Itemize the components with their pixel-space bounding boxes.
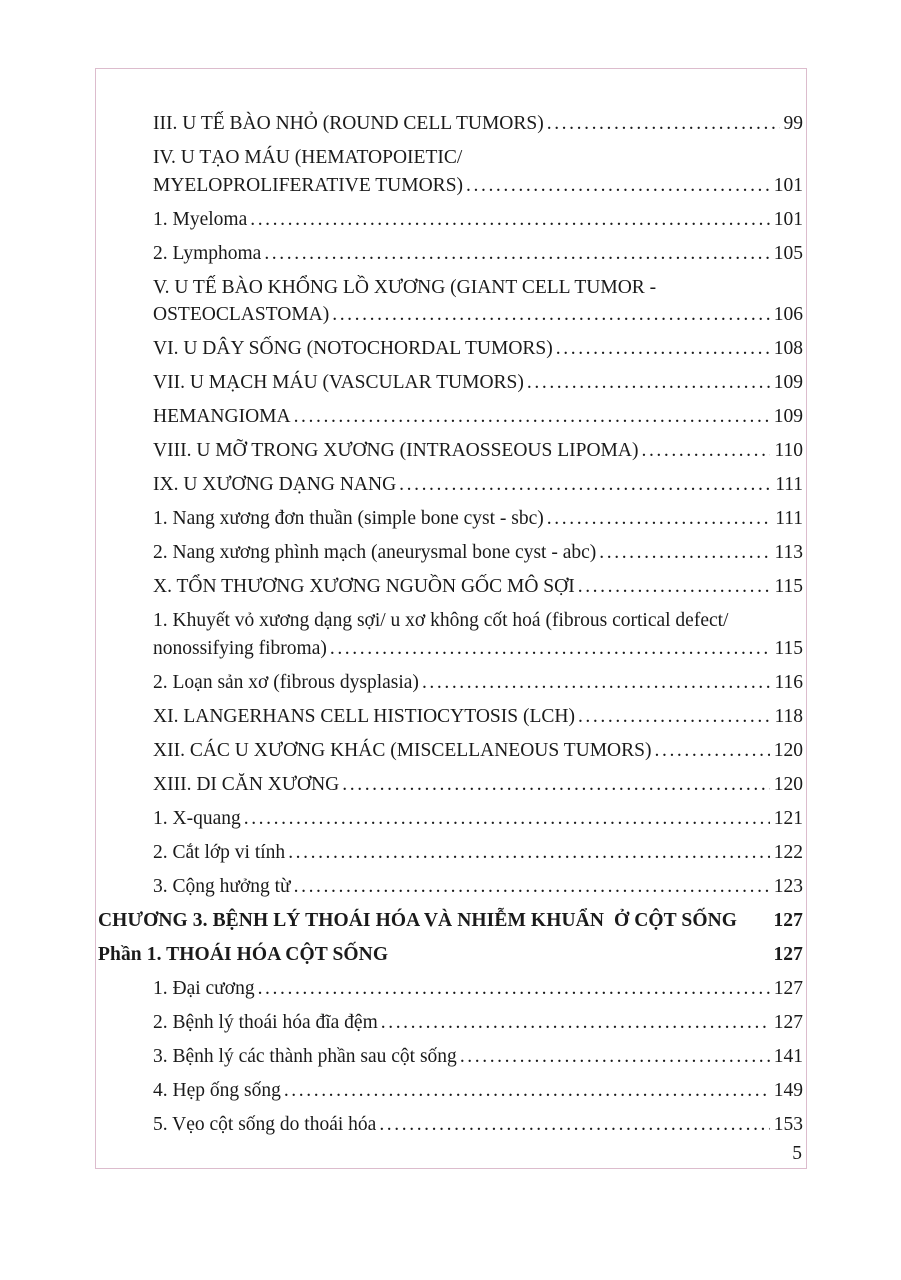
dot-leader [466, 172, 770, 200]
dot-leader [578, 703, 771, 731]
toc-entry-9 [96, 471, 803, 499]
toc-entry-text: III. U TẾ BÀO NHỎ (ROUND CELL TUMORS) [153, 113, 544, 134]
toc-entry-5 [96, 335, 803, 363]
toc-entry-text: X. TỔN THƯƠNG XƯƠNG NGUỒN GỐC MÔ SỢI [153, 576, 575, 597]
toc-entry-page: 141 [773, 1045, 803, 1067]
toc-entry-6 [96, 369, 803, 397]
toc-entry-text: MYELOPROLIFERATIVE TUMORS) [153, 174, 464, 196]
toc-entry-text: CHƯƠNG 3. BỆNH LÝ THOÁI HÓA VÀ NHIỄM KHUẨN Ở CỘT SỐNG [98, 909, 738, 931]
dot-leader [460, 1043, 770, 1071]
toc-entry-text: 1. X-quang [153, 807, 241, 829]
toc-entry-page: 118 [774, 705, 803, 727]
toc-entry-page: 101 [773, 174, 803, 196]
dot-leader [547, 110, 780, 138]
toc-entry-line [153, 144, 803, 172]
toc-entry-13 [96, 607, 803, 662]
toc-entry-line [153, 703, 803, 731]
toc-entry-text: 1. Myeloma [153, 208, 248, 230]
dot-leader [332, 301, 770, 329]
dot-leader [264, 240, 769, 268]
toc-entry-line [98, 941, 803, 969]
toc-entry-16 [96, 737, 803, 765]
dot-leader [422, 669, 771, 697]
toc-entry-page: 127 [773, 977, 803, 999]
toc-entry-8 [96, 437, 803, 465]
toc-entry-page: 122 [773, 841, 803, 863]
toc-entry-text: VI. U DÂY SỐNG (NOTOCHORDAL TUMORS) [153, 338, 553, 359]
toc-entry-21 [96, 907, 803, 935]
toc-entry-line [153, 539, 803, 567]
toc-entry-27 [96, 1111, 803, 1139]
toc-entry-text: 2. Nang xương phình mạch (aneurysmal bone cyst - abc) [153, 542, 597, 563]
dot-leader [294, 403, 770, 431]
toc-entry-text: XI. LANGERHANS CELL HISTIOCYTOSIS (LCH) [153, 705, 575, 727]
dot-leader [399, 471, 771, 499]
toc-entry-text: 5. Vẹo cột sống do thoái hóa [153, 1113, 377, 1135]
toc-entry-text: 1. Đại cương [153, 977, 255, 999]
toc-entry-line [153, 1111, 803, 1139]
toc-entry-line [153, 403, 803, 431]
toc-entry-2 [96, 206, 803, 234]
toc-entry-page: 111 [775, 508, 803, 529]
toc-entry-page: 111 [775, 474, 803, 495]
dot-leader [258, 975, 770, 1003]
dot-leader [379, 1111, 769, 1139]
toc-entry-text: XIII. DI CĂN XƯƠNG [153, 773, 340, 795]
toc-entry-15 [96, 703, 803, 731]
toc-entry-20 [96, 873, 803, 901]
toc-entry-page: 120 [773, 739, 803, 761]
toc-entry-page: 106 [773, 304, 803, 325]
dot-leader [547, 505, 771, 533]
dot-leader [244, 805, 770, 833]
toc-entry-text: Phần 1. THOÁI HÓA CỘT SỐNG [98, 943, 389, 965]
toc-entry-text: 2. Bệnh lý thoái hóa đĩa đệm [153, 1011, 378, 1033]
toc-entry-line [153, 369, 803, 397]
toc-entry-text: 4. Hẹp ống sống [153, 1079, 281, 1101]
toc-entry-text: nonossifying fibroma) [153, 637, 327, 659]
dot-leader [556, 335, 770, 363]
toc-entry-text: V. U TẾ BÀO KHỔNG LỒ XƯƠNG (GIANT CELL TUMOR - [153, 276, 657, 298]
toc-entry-text: VII. U MẠCH MÁU (VASCULAR TUMORS) [153, 372, 524, 393]
dot-leader [284, 1077, 770, 1105]
toc-entry-line [153, 172, 803, 200]
toc-entry-page: 108 [773, 338, 803, 359]
toc-entry-22 [96, 941, 803, 969]
toc-entry-page: 127 [773, 1011, 803, 1033]
toc-entry-line [153, 737, 803, 765]
toc-entry-line [153, 471, 803, 499]
toc-entry-19 [96, 839, 803, 867]
toc-entry-line [153, 301, 803, 329]
toc-entry-line [153, 505, 803, 533]
toc-entry-page: 110 [774, 440, 803, 461]
toc-entry-line [153, 607, 803, 635]
toc-entry-text: 3. Bệnh lý các thành phần sau cột sống [153, 1045, 457, 1067]
dot-leader [288, 839, 770, 867]
toc-entry-text: VIII. U MỠ TRONG XƯƠNG (INTRAOSSEOUS LIPOMA) [153, 440, 639, 461]
toc-entry-text: OSTEOCLASTOMA) [153, 304, 330, 325]
dot-leader [655, 737, 770, 765]
toc-entry-line [153, 669, 803, 697]
toc-entry-line [153, 1043, 803, 1071]
toc-entry-page: 120 [773, 773, 803, 795]
page-border-frame [95, 68, 807, 1169]
toc-entry-line [153, 240, 803, 268]
toc-entry-page: 123 [773, 875, 803, 897]
toc-entry-25 [96, 1043, 803, 1071]
toc-entry-1 [96, 144, 803, 199]
toc-entry-line [153, 873, 803, 901]
toc-entry-14 [96, 669, 803, 697]
toc-entry-line [153, 335, 803, 363]
toc-entry-line [153, 274, 803, 302]
toc-entry-line [153, 635, 803, 663]
toc-entry-page: 127 [773, 943, 803, 965]
toc-entry-24 [96, 1009, 803, 1037]
toc-entry-26 [96, 1077, 803, 1105]
toc-entry-line [153, 1009, 803, 1037]
toc-entry-line [153, 839, 803, 867]
toc-entry-text: 2. Loạn sản xơ (fibrous dysplasia) [153, 671, 419, 693]
toc-entry-17 [96, 771, 803, 799]
toc-entry-0 [96, 110, 803, 138]
toc-entry-line [153, 110, 803, 138]
toc-entry-page: 116 [774, 671, 803, 693]
toc-entry-12 [96, 573, 803, 601]
toc-entry-3 [96, 240, 803, 268]
toc-entry-text: 2. Cắt lớp vi tính [153, 841, 286, 863]
dot-leader [330, 635, 771, 663]
toc-entry-line [153, 1077, 803, 1105]
toc-list [96, 69, 806, 1138]
toc-entry-page: 105 [773, 242, 803, 264]
dot-leader [599, 539, 770, 567]
toc-entry-page: 149 [773, 1079, 803, 1101]
toc-entry-page: 153 [773, 1113, 803, 1135]
toc-entry-text: IV. U TẠO MÁU (HEMATOPOIETIC/ [153, 147, 463, 168]
toc-entry-line [98, 907, 803, 935]
toc-entry-23 [96, 975, 803, 1003]
dot-leader [641, 437, 770, 465]
toc-entry-line [153, 975, 803, 1003]
toc-entry-text: 3. Cộng hưởng từ [153, 875, 291, 897]
toc-entry-page: 109 [773, 406, 803, 427]
toc-entry-page: 127 [773, 909, 803, 931]
toc-entry-text: HEMANGIOMA [153, 406, 291, 427]
toc-entry-page: 109 [773, 372, 803, 393]
toc-entry-text: 2. Lymphoma [153, 242, 262, 264]
dot-leader [294, 873, 770, 901]
toc-entry-text: XII. CÁC U XƯƠNG KHÁC (MISCELLANEOUS TUMORS) [153, 739, 652, 761]
dot-leader [381, 1009, 770, 1037]
toc-entry-10 [96, 505, 803, 533]
toc-entry-text: IX. U XƯƠNG DẠNG NANG [153, 474, 397, 495]
toc-entry-page: 99 [783, 113, 803, 134]
dot-leader [578, 573, 771, 601]
toc-entry-7 [96, 403, 803, 431]
toc-entry-page: 101 [773, 208, 803, 230]
toc-entry-page: 113 [774, 542, 803, 563]
toc-entry-text: 1. Khuyết vỏ xương dạng sợi/ u xơ không cốt hoá (fibrous cortical defect/ [153, 610, 729, 631]
dot-leader [250, 206, 770, 234]
toc-entry-line [153, 573, 803, 601]
toc-entry-page: 121 [773, 807, 803, 829]
toc-entry-line [153, 437, 803, 465]
toc-entry-4 [96, 274, 803, 329]
dot-leader [527, 369, 770, 397]
toc-entry-page: 115 [774, 637, 803, 659]
toc-entry-text: 1. Nang xương đơn thuần (simple bone cyst - sbc) [153, 508, 544, 529]
page-number: 5 [792, 1143, 802, 1164]
toc-entry-line [153, 206, 803, 234]
toc-entry-line [153, 771, 803, 799]
toc-entry-line [153, 805, 803, 833]
toc-entry-page: 115 [774, 576, 803, 597]
dot-leader [342, 771, 769, 799]
toc-entry-11 [96, 539, 803, 567]
toc-entry-18 [96, 805, 803, 833]
